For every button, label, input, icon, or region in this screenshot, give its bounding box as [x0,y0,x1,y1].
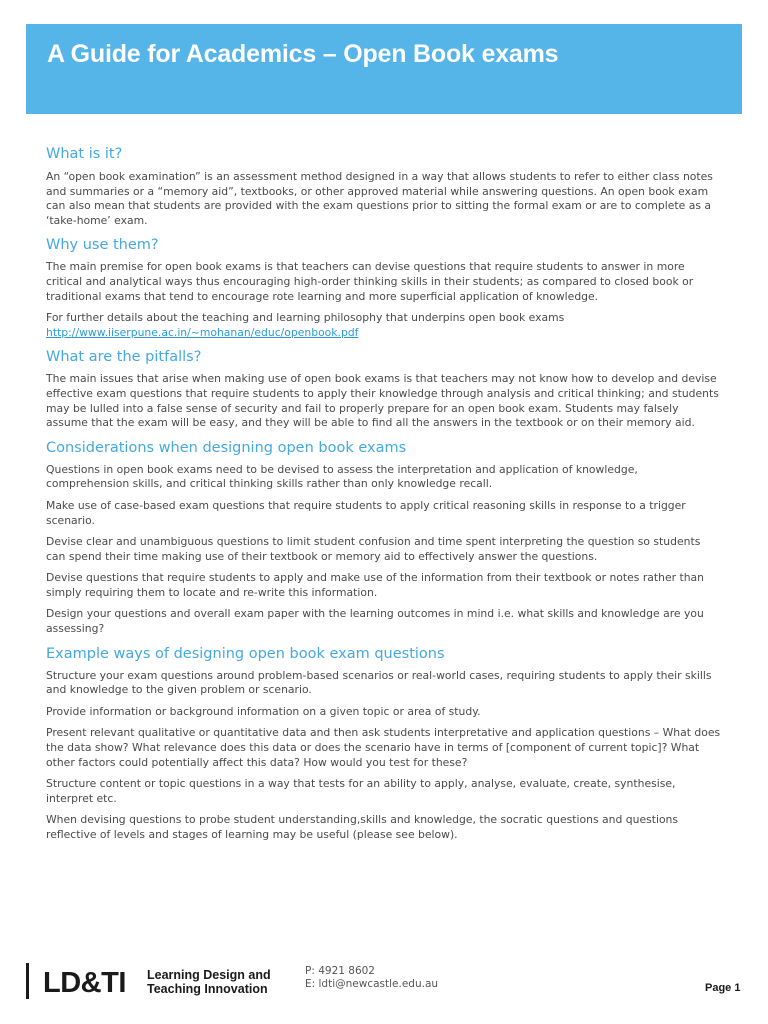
paragraph: The main issues that arise when making use of open book exams is that teachers may not know how to develop and devise effective exam questions that require students to apply their knowledge through analysis and critical thinking; and students may be lulled into a false sense of security and fail to properly prepare for an open book exam. Students may falsely assume that the exam will be easy, and they will be able to find all the answers in the textbook or on their memory aid. [46,372,719,430]
paragraph: Structure your exam questions around problem-based scenarios or real-world cases, requiring students to apply their skills and knowledge to the given problem or scenario. [46,668,712,697]
paragraph: Make use of case-based exam questions that require students to apply critical reasoning skills in response to a trigger scenario. [46,498,686,527]
paragraph: Questions in open book exams need to be devised to assess the interpretation and application of knowledge, comprehension skills, and critical thinking skills rather than only knowledge recall. [46,462,638,491]
paragraph: Present relevant qualitative or quantitative data and then ask students interpretative and application questions – What does the data show? What relevance does this data or does the scenario have in terms of [component of current topic]? What other factors could potentially affect this data? How would you test for these? [46,726,721,769]
page-title: A Guide for Academics – Open Book exams [47,40,559,68]
logo-subtitle [147,968,271,996]
paragraph: The main premise for open book exams is that teachers can devise questions that require students to answer in more critical and analytical ways thus encouraging high-order thinking skills in their students; as compared to closed book or traditional exams that tend to encourage rote learning and more superficial application of knowledge. [46,260,694,303]
phone-number: P: 4921 8602 [305,965,375,977]
logo-bar [26,963,29,999]
title-banner [26,24,742,114]
section-heading-examples: Example ways of designing open book exam questions [46,645,445,662]
paragraph: When devising questions to probe student understanding,skills and knowledge, the socratic questions and questions reflective of levels and stages of learning may be useful (please see below). [46,813,679,841]
contact-info [305,965,438,991]
paragraph: Structure content or topic questions in a way that tests for an ability to apply, analyse, evaluate, create, synthesise, interpret etc. [46,777,676,805]
paragraph [46,311,722,340]
paragraph: Provide information or background information on a given topic or area of study. [46,704,481,718]
paragraph-text: For further details about the teaching and learning philosophy that underpins open book exams [46,311,565,325]
email-address: E: ldti@newcastle.edu.au [305,978,439,990]
logo-subtitle-line1: Learning Design and [147,968,271,982]
paragraph: Devise questions that require students to apply and make use of the information from their textbook or notes rather than simply requiring them to locate and re-write this information. [46,571,705,599]
openbook-link[interactable]: http://www.iiserpune.ac.in/~mohanan/educ/openbook.pdf [46,325,359,339]
page-number: Page 1 [705,982,741,994]
section-heading-considerations: Considerations when designing open book exams [46,439,407,456]
section-heading-what: What is it? [46,146,123,162]
document-body [46,146,722,843]
section-heading-why: Why use them? [46,237,159,254]
section-heading-pitfalls: What are the pitfalls? [46,349,202,366]
paragraph: Devise clear and unambiguous questions to limit student confusion and time spent interpreting the question so students can spend their time making use of their textbook or memory aid to effectively answer the questions. [46,535,701,563]
logo-subtitle-line2: Teaching Innovation [147,982,268,996]
logo-wordmark: LD&TI [43,967,126,999]
paragraph: An “open book examination” is an assessment method designed in a way that allows students to refer to either class notes and summaries or a “memory aid”, textbooks, or other approved material while answering questions. An open book exam can also mean that students are provided with the exam questions prior to sitting the formal exam or are to complete as a ‘take-home’ exam. [46,170,713,227]
paragraph: Design your questions and overall exam paper with the learning outcomes in mind i.e. what skills and knowledge are you assessing? [46,607,704,636]
